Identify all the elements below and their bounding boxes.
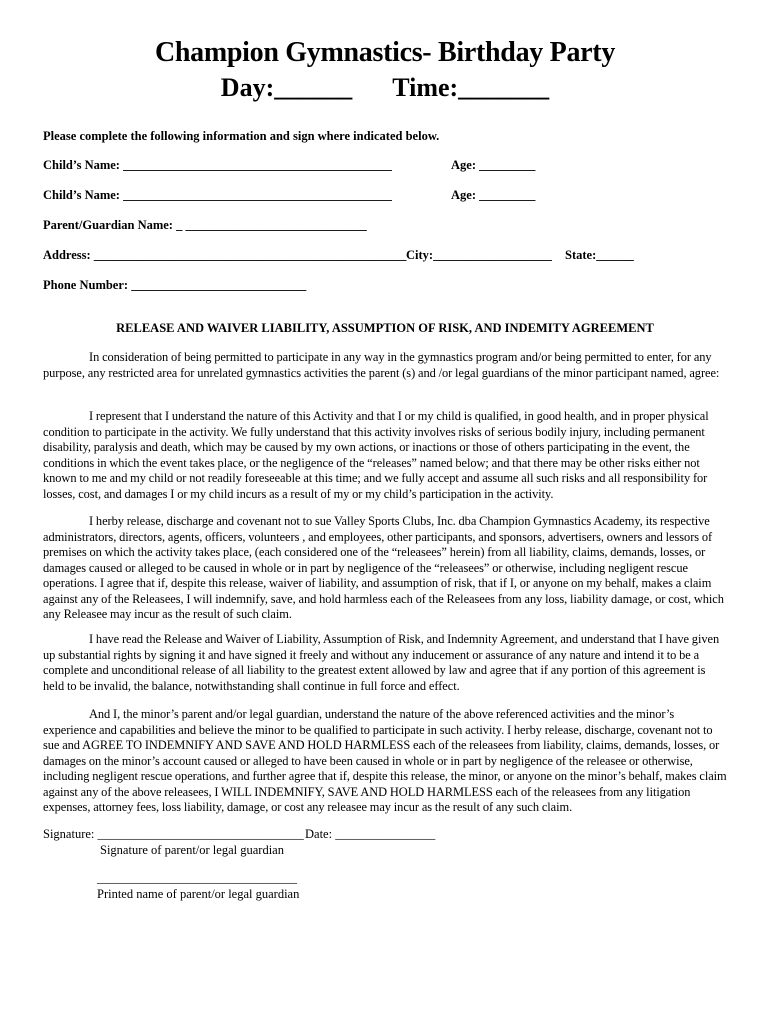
form-title: Champion Gymnastics- Birthday Party <box>154 37 616 68</box>
parent-name-field[interactable]: Parent/Guardian Name: _ _____________________________ <box>43 218 367 232</box>
event-date-time <box>0 72 770 104</box>
address-field[interactable]: Address: __________________________________________________ <box>43 248 407 262</box>
date-field[interactable]: Date: ________________ <box>305 827 436 841</box>
agreement-paragraph-4: I have read the Release and Waiver of Liability, Assumption of Risk, and Indemnity Agreement, and understand that I have given up substantial rights by signing it and have signed it freely and without any inducement or assurance of any nature and intend it to be a complete and unconditional release of all liability to the greatest extent allowed by law and agree that if any portion of this agreement is held to be invalid, the balance, notwithstanding shall continue in full force and effect. <box>43 632 720 693</box>
state-field[interactable]: State:______ <box>565 248 634 262</box>
signature-caption: Signature of parent/or legal guardian <box>100 843 284 857</box>
instructions: Please complete the following information and sign where indicated below. <box>43 129 440 143</box>
city-field[interactable]: City:___________________ <box>406 248 552 262</box>
time-field[interactable]: Time:_______ <box>392 73 550 102</box>
child1-name-field[interactable]: Child’s Name: ___________________________________________ <box>43 158 392 172</box>
signature-field[interactable]: Signature: _________________________________ <box>43 827 304 841</box>
agreement-paragraph-1: In consideration of being permitted to participate in any way in the gymnastics program and/or being permitted to enter, for any purpose, any restricted area for unrelated gymnastics activities the parent (s) and /or legal guardians of the minor participant named, agree: <box>43 350 720 380</box>
printed-name-field[interactable]: ________________________________ <box>97 871 297 885</box>
agreement-paragraph-5: And I, the minor’s parent and/or legal guardian, understand the nature of the above referenced activities and the minor’s experience and capabilities and believe the minor to be qualified to participate in such activity. I herby release, discharge, covenant not to sue and AGREE TO INDEMNIFY AND SAVE AND HOLD HARMLESS each of the releasees from liability, claims, demands, losses, or damages on the minor’s account caused or alleged to have been caused in whole or in part by negligence of the releasee or otherwise, including negligent rescue operations, and further agree that if, despite this release, the minor, or anyone on the minor’s behalf, makes claim against any of the above releasees, I WILL INDEMNIFY, SAVE AND HOLD HARMLESS each of the releasees from any litigation expenses, attorney fees, loss liability, damage, or cost any releasee may incur as the result of any such claim. <box>43 707 727 814</box>
child1-age-field[interactable]: Age: _________ <box>451 158 536 172</box>
phone-field[interactable]: Phone Number: ____________________________ <box>43 278 307 292</box>
printed-name-caption: Printed name of parent/or legal guardian <box>97 887 300 901</box>
day-field[interactable]: Day:______ <box>220 73 353 102</box>
agreement-paragraph-3: I herby release, discharge and covenant not to sue Valley Sports Clubs, Inc. dba Champion Gymnastics Academy, its respective administrators, directors, agents, officers, volunteers , and employees, other participants, and sponsors, advertisers, owners and lessors of premises on which the activity takes place, (each considered one of the “releasees” herein) from all liability, claims, demands, losses, or damages caused or alleged to be caused in whole or in part by negligence of the “releasees” or otherwise, including negligent rescue operations. I agree that if, despite this release, waiver of liability, and assumption of risk, that if I, or anyone on my behalf, makes a claim against any of the Releasees, I will indemnify, save, and hold harmless each of the Releasees from any loss, liability damage, or cost, which any Releasee may incur as the result of such claim. <box>43 514 724 621</box>
child2-age-field[interactable]: Age: _________ <box>451 188 536 202</box>
agreement-paragraph-2: I represent that I understand the nature of this Activity and that I or my child is qualified, in good health, and in proper physical condition to participate in the activity. We fully understand that this activity involves risks of serious bodily injury, including permanent disability, paralysis and death, which may be caused by my own actions, or inactions or those of others participating in the event, the conditions in which the event takes place, or the negligence of the “releases” named below; and that there may be other risks either not known to me and my child or not readily foreseeable at this time; and we fully accept and assume all such risks and all responsibility for losses, cost, and damages I or my child incurs as a result of my or my child’s participation in the activity. <box>43 409 709 501</box>
agreement-heading: RELEASE AND WAIVER LIABILITY, ASSUMPTION OF RISK, AND INDEMITY AGREEMENT <box>116 321 654 335</box>
child2-name-field[interactable]: Child’s Name: ___________________________________________ <box>43 188 392 202</box>
